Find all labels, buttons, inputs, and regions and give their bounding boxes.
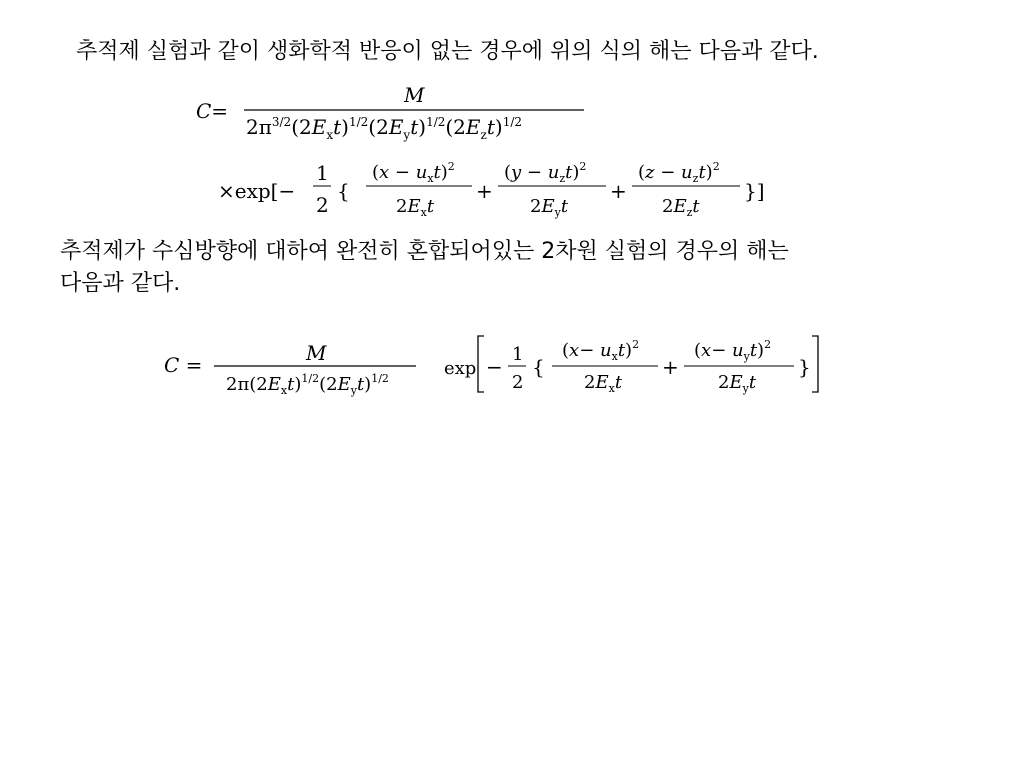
formula1-numerator: M [404, 83, 425, 107]
intro-paragraph-2d-line1: 추적제가 수심방향에 대하여 완전히 혼합되어있는 2차원 실험의 경우의 해는 [60, 239, 789, 264]
formula2-half-numerator: 1 [512, 344, 524, 365]
formula1-exp-prefix: ×exp[− [218, 179, 296, 203]
formula2-left-bracket [478, 336, 484, 392]
formula2-open-brace: { [532, 355, 545, 379]
formula1-term-z-denominator: $2E_zt$ [662, 196, 700, 219]
formula1-plus-1: + [476, 179, 493, 203]
formula2-half-denominator: 2 [512, 372, 524, 393]
formula1-open-brace: { [337, 179, 350, 203]
formula1-denominator: $2\pi^{3/2}(2E_xt)^{1/2}(2E_yt)^{1/2}(2E_zt)^{1/2}$ [246, 115, 523, 142]
formula2-denominator: $2\pi(2E_xt)^{1/2}(2E_yt)^{1/2}$ [226, 372, 389, 397]
formula2-term-y-denominator: $2E_yt$ [718, 372, 757, 395]
formula2-term-x-denominator: $2E_xt$ [584, 372, 623, 395]
formula2-term-y-numerator: $(x- u_yt)^2$ [694, 338, 772, 363]
formula1-term-y-numerator: $(y - u_zt)^2$ [504, 160, 587, 185]
formula1-half-numerator: 1 [316, 161, 329, 185]
intro-paragraph-2d-line2: 다음과 같다. [60, 271, 181, 296]
formula1-plus-2: + [610, 179, 627, 203]
formula2-plus: + [662, 355, 679, 379]
formula2-lhs: C = [164, 353, 203, 377]
formula1-close-brackets: }] [744, 179, 765, 203]
formula1-term-x-numerator: $(x - u_xt)^2$ [372, 160, 455, 185]
formula1-term-y-denominator: $2E_yt$ [530, 196, 569, 219]
intro-paragraph-3d: 추적제 실험과 같이 생화학적 반응이 없는 경우에 위의 식의 해는 다음과 같다. [76, 39, 819, 64]
formula1-term-x-denominator: $2E_xt$ [396, 196, 435, 219]
formula2-term-x-numerator: $(x- u_xt)^2$ [562, 338, 640, 363]
formula1-lhs: C= [196, 99, 229, 123]
formula2-numerator: M [306, 341, 327, 365]
formula1-half-denominator: 2 [316, 193, 329, 217]
formula2-right-bracket [812, 336, 818, 392]
formula1-term-z-numerator: $(z - u_zt)^2$ [638, 160, 720, 185]
formula2-exp-prefix: exp [444, 358, 477, 379]
formula2-minus: − [486, 355, 503, 379]
formula2-close-brace: } [798, 355, 811, 379]
